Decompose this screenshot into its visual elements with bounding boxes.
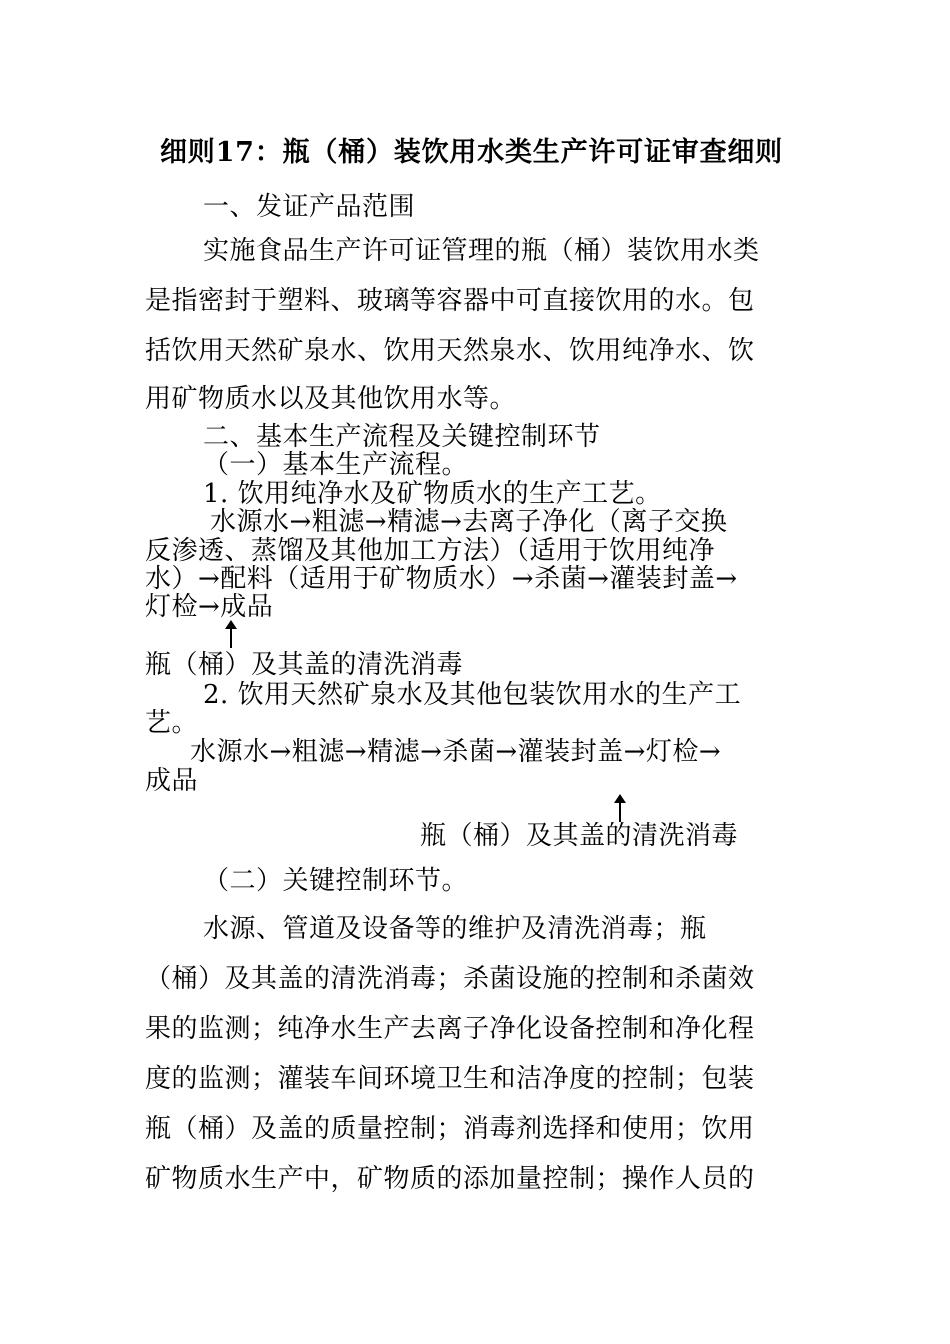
section-1-heading: 一、发证产品范围 (203, 192, 416, 222)
process-1-heading: 1. 饮用纯净水及矿物质水的生产工艺。 (203, 479, 662, 509)
process-2-flow-line: 水源水→粗滤→精滤→杀菌→灌装封盖→灯检→ (190, 737, 722, 767)
process-2-flow-line: 成品 (145, 766, 199, 796)
process-1-flow-line: 水）→配料（适用于矿物质水）→杀菌→灌装封盖→ (145, 564, 738, 594)
process-1-flow-line: 灯检→成品 (145, 592, 274, 622)
subsection-2-heading: （二）关键控制环节。 (203, 866, 469, 896)
scope-paragraph-line: 是指密封于塑料、玻璃等容器中可直接饮用的水。包 (145, 286, 755, 316)
process-1-flow-line: 反渗透、蒸馏及其他加工方法）（适用于饮用纯净 (145, 536, 716, 566)
section-2-heading: 二、基本生产流程及关键控制环节 (203, 422, 601, 452)
process-2-heading-line: 艺。 (145, 708, 199, 738)
process-2-branch: 瓶（桶）及其盖的清洗消毒 (420, 821, 739, 851)
scope-paragraph-line: 括饮用天然矿泉水、饮用天然泉水、饮用纯净水、饮 (145, 336, 755, 366)
key-control-paragraph-line: 果的监测；纯净水生产去离子净化设备控制和净化程 (145, 1014, 755, 1044)
scope-paragraph-line: 实施食品生产许可证管理的瓶（桶）装饮用水类 (203, 236, 760, 266)
process-1-flow-line: 水源水→粗滤→精滤→去离子净化（离子交换 (210, 507, 728, 537)
key-control-paragraph-line: 水源、管道及设备等的维护及清洗消毒；瓶 (203, 914, 707, 944)
key-control-paragraph-line: 瓶（桶）及盖的质量控制；消毒剂选择和使用；饮用 (145, 1114, 755, 1144)
process-2-heading-line: 2. 饮用天然矿泉水及其他包装饮用水的生产工 (203, 680, 742, 710)
key-control-paragraph-line: 矿物质水生产中，矿物质的添加量控制；操作人员的 (145, 1164, 755, 1194)
process-1-branch: 瓶（桶）及其盖的清洗消毒 (145, 650, 464, 680)
up-arrow-icon (612, 794, 628, 824)
document-title: 细则17：瓶（桶）装饮用水类生产许可证审查细则 (160, 137, 783, 168)
subsection-1-heading: （一）基本生产流程。 (203, 450, 469, 480)
up-arrow-icon (223, 620, 239, 650)
key-control-paragraph-line: 度的监测；灌装车间环境卫生和洁净度的控制；包装 (145, 1064, 755, 1094)
scope-paragraph-line: 用矿物质水以及其他饮用水等。 (145, 384, 517, 414)
key-control-paragraph-line: （桶）及其盖的清洗消毒；杀菌设施的控制和杀菌效 (145, 964, 755, 994)
